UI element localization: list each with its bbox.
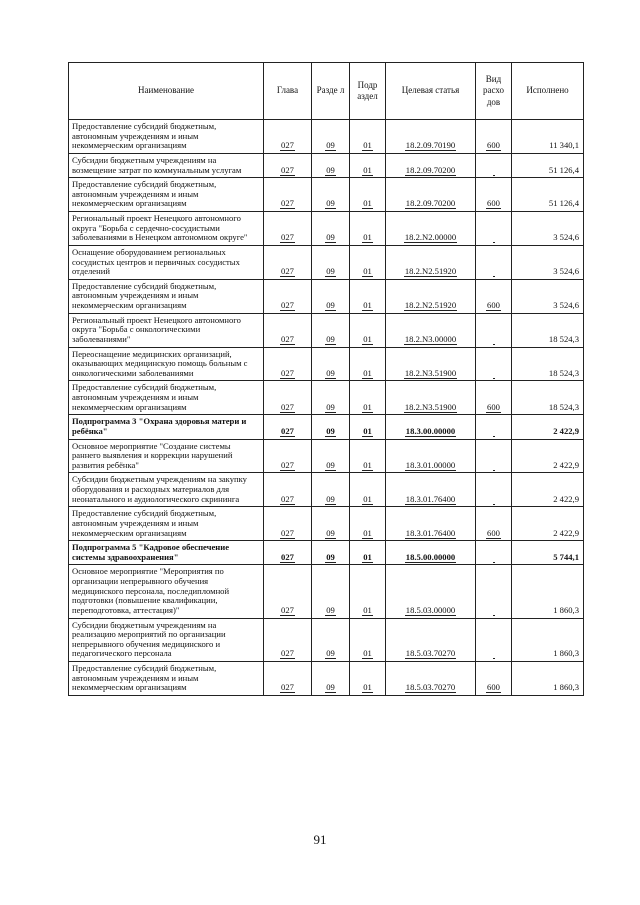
table-row <box>69 212 584 246</box>
cell-razdel <box>312 439 350 473</box>
cell-statya <box>386 439 476 473</box>
cell-statya-value: 18.3.01.76400 <box>405 527 456 538</box>
cell-podrazdel-value: 01 <box>363 140 372 151</box>
cell-glava <box>264 245 312 279</box>
table-row <box>69 153 584 177</box>
cell-podrazdel <box>350 212 386 246</box>
table-row <box>69 618 584 662</box>
table-row <box>69 541 584 565</box>
cell-podrazdel <box>350 618 386 662</box>
cell-name: Региональный проект Ненецкого автономного округа "Борьба с сердечно-сосудистыми заболеваниями в Ненецком автономном округе" <box>69 212 264 246</box>
cell-podrazdel <box>350 507 386 541</box>
cell-statya-value: 18.2.N3.51900 <box>404 367 457 378</box>
cell-name: Предоставление субсидий бюджетным, автономным учреждениям и иным некоммерческим организациям <box>69 279 264 313</box>
cell-glava <box>264 212 312 246</box>
cell-ispolneno: 2 422,9 <box>512 473 584 507</box>
cell-glava <box>264 279 312 313</box>
cell-vid-value <box>493 494 495 505</box>
cell-vid-value <box>493 368 495 379</box>
cell-podrazdel <box>350 245 386 279</box>
cell-podrazdel-value: 01 <box>363 527 372 538</box>
cell-glava-value: 027 <box>281 266 294 277</box>
cell-statya-value: 18.2.N3.00000 <box>404 333 457 344</box>
cell-ispolneno: 3 524,6 <box>512 212 584 246</box>
cell-statya-value: 18.2.N3.51900 <box>404 401 457 412</box>
cell-razdel-value: 09 <box>326 604 335 615</box>
cell-glava-value: 027 <box>281 604 294 615</box>
cell-vid <box>476 565 512 618</box>
table-row <box>69 507 584 541</box>
cell-glava <box>264 618 312 662</box>
cell-vid-value <box>493 605 495 616</box>
cell-name: Подпрограмма 5 "Кадровое обеспечение системы здравоохранения" <box>69 541 264 565</box>
cell-podrazdel <box>350 120 386 154</box>
cell-podrazdel-value: 01 <box>363 266 372 277</box>
cell-podrazdel <box>350 279 386 313</box>
cell-vid-value <box>493 165 495 176</box>
cell-podrazdel-value: 01 <box>363 333 372 344</box>
cell-statya <box>386 381 476 415</box>
cell-razdel-value: 09 <box>326 401 335 412</box>
cell-razdel <box>312 541 350 565</box>
cell-vid-value: 600 <box>487 682 500 693</box>
cell-podrazdel <box>350 473 386 507</box>
cell-statya <box>386 347 476 381</box>
cell-glava-value: 027 <box>281 648 294 659</box>
cell-ispolneno: 18 524,3 <box>512 313 584 347</box>
table-row <box>69 662 584 696</box>
cell-ispolneno: 18 524,3 <box>512 347 584 381</box>
cell-razdel-value: 09 <box>326 232 335 243</box>
cell-glava <box>264 347 312 381</box>
cell-statya-value: 18.5.00.00000 <box>405 551 456 562</box>
header-statya: Целевая статья <box>386 63 476 120</box>
cell-glava <box>264 541 312 565</box>
cell-statya <box>386 473 476 507</box>
cell-ispolneno: 3 524,6 <box>512 245 584 279</box>
cell-vid <box>476 313 512 347</box>
cell-podrazdel-value: 01 <box>363 198 372 209</box>
cell-podrazdel <box>350 347 386 381</box>
table-row <box>69 381 584 415</box>
cell-statya-value: 18.5.03.00000 <box>405 604 456 615</box>
cell-razdel <box>312 381 350 415</box>
cell-glava-value: 027 <box>281 401 294 412</box>
cell-statya <box>386 178 476 212</box>
cell-razdel <box>312 618 350 662</box>
cell-name: Субсидии бюджетным учреждениям на возмещение затрат по коммунальным услугам <box>69 153 264 177</box>
cell-podrazdel-value: 01 <box>363 648 372 659</box>
cell-statya-value: 18.2.N2.51920 <box>404 300 457 310</box>
cell-ispolneno: 18 524,3 <box>512 381 584 415</box>
cell-statya <box>386 120 476 154</box>
cell-name: Региональный проект Ненецкого автономного округа "Борьба с онкологическими заболеваниями" <box>69 313 264 347</box>
table-row <box>69 279 584 313</box>
page-number: 91 <box>313 832 327 847</box>
cell-name: Переоснащение медицинских организаций, оказывающих медицинскую помощь больным с онкологическими заболеваниями <box>69 347 264 381</box>
header-vid: Вид расхо дов <box>476 63 512 120</box>
header-glava: Глава <box>264 63 312 120</box>
cell-podrazdel <box>350 662 386 696</box>
header-row <box>69 63 584 120</box>
table-row <box>69 347 584 381</box>
cell-name: Субсидии бюджетным учреждениям на закупку оборудования и расходных материалов для неонатального и аудиологического скрининга <box>69 473 264 507</box>
cell-vid-value <box>493 266 495 277</box>
cell-glava-value: 027 <box>281 333 294 344</box>
cell-name: Предоставление субсидий бюджетным, автономным учреждениям и иным некоммерческим организациям <box>69 120 264 154</box>
cell-statya-value: 18.5.03.70270 <box>405 682 456 693</box>
table-row <box>69 178 584 212</box>
cell-razdel-value: 09 <box>326 198 335 209</box>
cell-glava-value: 027 <box>281 140 294 151</box>
cell-statya-value: 18.2.09.70200 <box>405 198 456 209</box>
cell-razdel-value: 09 <box>326 682 335 693</box>
cell-glava-value: 027 <box>281 367 294 378</box>
cell-podrazdel <box>350 313 386 347</box>
cell-podrazdel-value: 01 <box>363 164 372 175</box>
cell-glava-value: 027 <box>281 493 294 504</box>
cell-glava <box>264 313 312 347</box>
cell-name: Основное мероприятие "Создание системы раннего выявления и коррекции нарушений развития ребёнка" <box>69 439 264 473</box>
cell-razdel-value: 09 <box>326 551 335 562</box>
cell-glava-value: 027 <box>281 551 294 562</box>
cell-razdel-value: 09 <box>326 300 335 310</box>
cell-razdel <box>312 313 350 347</box>
cell-vid <box>476 178 512 212</box>
table-row <box>69 415 584 439</box>
cell-glava <box>264 178 312 212</box>
cell-razdel-value: 09 <box>326 164 335 175</box>
cell-podrazdel-value: 01 <box>363 300 372 310</box>
cell-ispolneno: 3 524,6 <box>512 279 584 313</box>
cell-vid-value <box>493 334 495 345</box>
cell-glava <box>264 565 312 618</box>
budget-execution-table <box>68 62 584 696</box>
cell-ispolneno: 2 422,9 <box>512 507 584 541</box>
cell-statya-value: 18.2.N2.51920 <box>404 266 457 277</box>
cell-vid <box>476 439 512 473</box>
cell-ispolneno: 51 126,4 <box>512 178 584 212</box>
cell-name: Субсидии бюджетным учреждениям на реализацию мероприятий по организации непрерывного обучения медицинского и педагогического персонала <box>69 618 264 662</box>
cell-vid-value <box>493 552 495 563</box>
cell-glava-value: 027 <box>281 198 294 209</box>
cell-glava <box>264 120 312 154</box>
header-razdel: Разде л <box>312 63 350 120</box>
cell-podrazdel-value: 01 <box>363 367 372 378</box>
cell-statya <box>386 212 476 246</box>
cell-razdel-value: 09 <box>326 493 335 504</box>
cell-razdel <box>312 279 350 313</box>
cell-ispolneno: 5 744,1 <box>512 541 584 565</box>
cell-statya-value: 18.3.01.00000 <box>405 459 456 470</box>
cell-vid-value: 600 <box>487 300 500 310</box>
cell-statya-value: 18.3.00.00000 <box>405 425 456 436</box>
cell-statya <box>386 313 476 347</box>
header-podrazdel: Подр аздел <box>350 63 386 120</box>
cell-razdel-value: 09 <box>326 333 335 344</box>
cell-podrazdel <box>350 439 386 473</box>
header-name: Наименование <box>69 63 264 120</box>
cell-glava <box>264 662 312 696</box>
cell-podrazdel-value: 01 <box>363 682 372 693</box>
cell-glava-value: 027 <box>281 682 294 693</box>
cell-razdel <box>312 347 350 381</box>
table-body <box>69 120 584 696</box>
cell-razdel <box>312 473 350 507</box>
cell-vid-value <box>493 460 495 471</box>
cell-razdel <box>312 662 350 696</box>
cell-glava <box>264 415 312 439</box>
cell-glava-value: 027 <box>281 527 294 538</box>
cell-glava-value: 027 <box>281 425 294 436</box>
cell-ispolneno: 51 126,4 <box>512 153 584 177</box>
cell-ispolneno: 11 340,1 <box>512 120 584 154</box>
cell-vid <box>476 347 512 381</box>
cell-vid <box>476 120 512 154</box>
cell-statya <box>386 565 476 618</box>
cell-vid-value: 600 <box>487 527 500 538</box>
cell-vid <box>476 541 512 565</box>
cell-vid <box>476 473 512 507</box>
cell-podrazdel <box>350 178 386 212</box>
cell-podrazdel-value: 01 <box>363 425 372 436</box>
cell-razdel <box>312 212 350 246</box>
cell-glava <box>264 439 312 473</box>
cell-razdel <box>312 507 350 541</box>
cell-glava-value: 027 <box>281 164 294 175</box>
table-row <box>69 439 584 473</box>
cell-name: Подпрограмма 3 "Охрана здоровья матери и ребёнка" <box>69 415 264 439</box>
cell-ispolneno: 1 860,3 <box>512 565 584 618</box>
cell-glava <box>264 507 312 541</box>
cell-podrazdel-value: 01 <box>363 232 372 243</box>
cell-vid <box>476 618 512 662</box>
cell-razdel-value: 09 <box>326 527 335 538</box>
cell-ispolneno: 2 422,9 <box>512 439 584 473</box>
table-row <box>69 120 584 154</box>
cell-vid-value <box>493 426 495 437</box>
cell-statya-value: 18.2.N2.00000 <box>404 232 457 243</box>
cell-podrazdel-value: 01 <box>363 604 372 615</box>
cell-glava <box>264 381 312 415</box>
cell-statya <box>386 541 476 565</box>
cell-podrazdel <box>350 381 386 415</box>
cell-name: Предоставление субсидий бюджетным, автономным учреждениям и иным некоммерческим организациям <box>69 178 264 212</box>
cell-razdel-value: 09 <box>326 140 335 151</box>
cell-vid-value <box>493 232 495 243</box>
cell-podrazdel <box>350 153 386 177</box>
cell-razdel <box>312 245 350 279</box>
cell-statya <box>386 507 476 541</box>
cell-vid-value: 600 <box>487 401 500 412</box>
cell-vid <box>476 507 512 541</box>
cell-podrazdel <box>350 565 386 618</box>
cell-vid-value: 600 <box>487 198 500 209</box>
table-row <box>69 565 584 618</box>
cell-razdel-value: 09 <box>326 425 335 436</box>
table-row <box>69 313 584 347</box>
cell-podrazdel-value: 01 <box>363 551 372 562</box>
cell-ispolneno: 1 860,3 <box>512 662 584 696</box>
cell-glava-value: 027 <box>281 459 294 470</box>
cell-name: Оснащение оборудованием региональных сосудистых центров и первичных сосудистых отделений <box>69 245 264 279</box>
table-row <box>69 245 584 279</box>
cell-podrazdel-value: 01 <box>363 459 372 470</box>
cell-name: Предоставление субсидий бюджетным, автономным учреждениям и иным некоммерческим организациям <box>69 381 264 415</box>
cell-razdel-value: 09 <box>326 367 335 378</box>
cell-vid <box>476 212 512 246</box>
cell-statya <box>386 279 476 313</box>
cell-razdel <box>312 415 350 439</box>
cell-statya <box>386 415 476 439</box>
cell-glava <box>264 473 312 507</box>
cell-vid-value: 600 <box>487 140 500 151</box>
cell-podrazdel-value: 01 <box>363 401 372 412</box>
cell-name: Предоставление субсидий бюджетным, автономным учреждениям и иным некоммерческим организациям <box>69 662 264 696</box>
cell-glava-value: 027 <box>281 232 294 243</box>
cell-razdel-value: 09 <box>326 459 335 470</box>
cell-ispolneno: 1 860,3 <box>512 618 584 662</box>
cell-vid <box>476 153 512 177</box>
cell-statya <box>386 153 476 177</box>
cell-vid-value <box>493 648 495 659</box>
table-row <box>69 473 584 507</box>
cell-vid <box>476 662 512 696</box>
cell-podrazdel-value: 01 <box>363 493 372 504</box>
cell-statya <box>386 245 476 279</box>
cell-podrazdel <box>350 541 386 565</box>
cell-razdel <box>312 565 350 618</box>
cell-razdel <box>312 153 350 177</box>
cell-razdel <box>312 178 350 212</box>
cell-ispolneno: 2 422,9 <box>512 415 584 439</box>
cell-statya-value: 18.2.09.70200 <box>405 164 456 175</box>
cell-statya-value: 18.2.09.70190 <box>405 140 456 151</box>
cell-razdel-value: 09 <box>326 648 335 659</box>
cell-name: Предоставление субсидий бюджетным, автономным учреждениям и иным некоммерческим организациям <box>69 507 264 541</box>
cell-vid <box>476 279 512 313</box>
cell-statya <box>386 662 476 696</box>
cell-name: Основное мероприятие "Мероприятия по организации непрерывного обучения медицинского персонала, последипломной подготовки (повышение квалификации, переподготовка, аттестация)" <box>69 565 264 618</box>
cell-vid <box>476 245 512 279</box>
cell-razdel-value: 09 <box>326 266 335 277</box>
cell-statya <box>386 618 476 662</box>
cell-glava <box>264 153 312 177</box>
cell-statya-value: 18.5.03.70270 <box>405 648 456 659</box>
cell-razdel <box>312 120 350 154</box>
cell-statya-value: 18.3.01.76400 <box>405 493 456 504</box>
cell-vid <box>476 415 512 439</box>
cell-vid <box>476 381 512 415</box>
cell-glava-value: 027 <box>281 300 294 310</box>
cell-podrazdel <box>350 415 386 439</box>
header-ispolneno: Исполнено <box>512 63 584 120</box>
